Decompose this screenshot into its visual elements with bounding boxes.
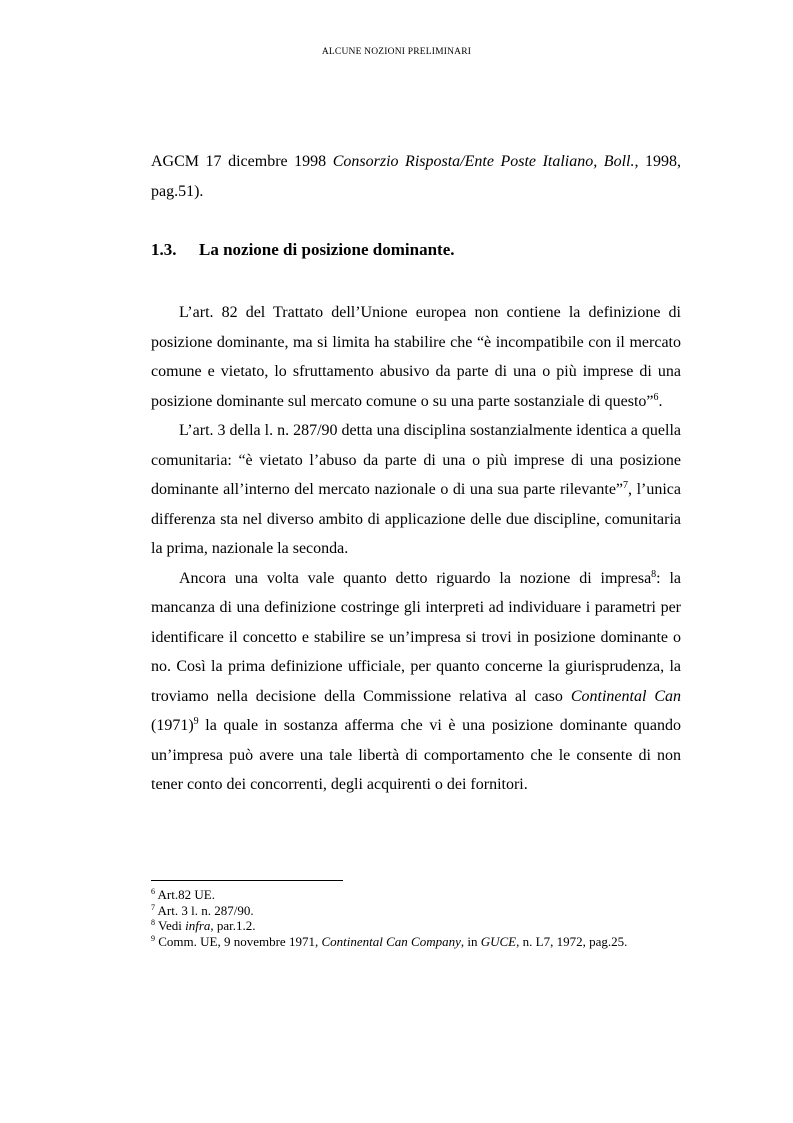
footnote-text: , n. L7, 1972, pag.25. [516,933,628,949]
footnote-italic: Continental Can Company [321,933,461,949]
continuation-text: AGCM 17 dicembre 1998 [151,153,333,170]
footnote-text: Art. 3 l. n. 287/90. [155,902,254,918]
continuation-text-end: 1998, pag.51). [151,153,682,200]
footnote-italic: GUCE [480,933,517,949]
footnote-text: , in [460,933,481,949]
footnote-7 [151,903,681,919]
footnote-ref-6[interactable]: 6 [653,391,659,403]
paragraph-3-text-3: (1971) [151,717,194,734]
footnote-number: 6 [151,887,155,896]
footnote-text: Art.82 UE. [155,887,215,902]
case-name: Continental Can [570,687,681,705]
footnote-text: Comm. UE, 9 novembre 1971, [155,933,322,949]
paragraph-2 [151,416,681,564]
paragraph-2-text: L’art. 3 della l. n. 287/90 detta una disciplina sostanzialmente identica a quella comunitaria: “è vietato l’abuso da parte di una o più imprese di una posizione dominante all’interno del mercato nazionale o di una sua parte rilevante” [151,422,681,498]
footnote-8 [151,918,681,934]
footnote-6 [151,887,681,903]
section-title: La nozione di posizione dominante. [199,240,455,259]
footnote-number: 8 [151,918,155,927]
footnote-ref-7[interactable]: 7 [623,480,629,491]
footnote-text: Vedi [155,918,186,933]
footnote-ref-9[interactable]: 9 [193,716,199,727]
continued-footnote-text [151,147,681,206]
section-heading [151,240,455,260]
running-header: ALCUNE NOZIONI PRELIMINARI [321,47,472,57]
paragraph-1-end: . [658,392,663,410]
footnote-text: , par.1.2. [210,918,256,933]
footnote-number: 7 [151,902,155,912]
footnote-italic: infra [185,918,211,933]
footnote-ref-8[interactable]: 8 [651,568,657,580]
paragraph-3-end: la quale in sostanza afferma che vi è una posizione dominante quando un’impresa può avere una tale libertà di comportamento che le consente di non tener conto dei concorrenti, degli acquirenti o dei fornitori. [151,717,681,793]
footnote-9 [151,934,681,950]
paragraph-3 [151,564,681,800]
paragraph-2-end: , l’unica differenza sta nel diverso ambito di applicazione delle due discipline, comunitaria la prima, nazionale la seconda. [151,481,682,557]
continuation-paragraph [151,147,681,206]
paragraph-1 [151,298,681,416]
section-number: 1.3. [151,240,177,259]
paragraph-3-text-2: : la mancanza di una definizione costringe gli interpreti ad individuare i parametri per identificare il concetto e stabilire se un’impresa si trovi in posizione dominante o no. Così la prima definizione ufficiale, per quanto concerne la giurisprudenza, la troviamo nella decisione della Commissione relativa al caso [151,569,681,705]
footnotes [151,887,681,949]
body-text [151,298,681,800]
footnote-divider [151,880,343,881]
continuation-italic: Consorzio Risposta/Ente Poste Italiano, Boll., [332,153,639,170]
paragraph-3-text: Ancora una volta vale quanto detto riguardo la nozione di impresa [179,569,652,587]
footnote-number: 9 [151,933,155,943]
paragraph-1-text: L’art. 82 del Trattato dell’Unione europea non contiene la definizione di posizione dominante, ma si limita ha stabilire che “è incompatibile con il mercato comune e vietato, lo sfruttamento abusivo da parte di una o più imprese di una posizione dominante sul mercato comune o su una parte sostanziale di questo” [151,304,681,410]
